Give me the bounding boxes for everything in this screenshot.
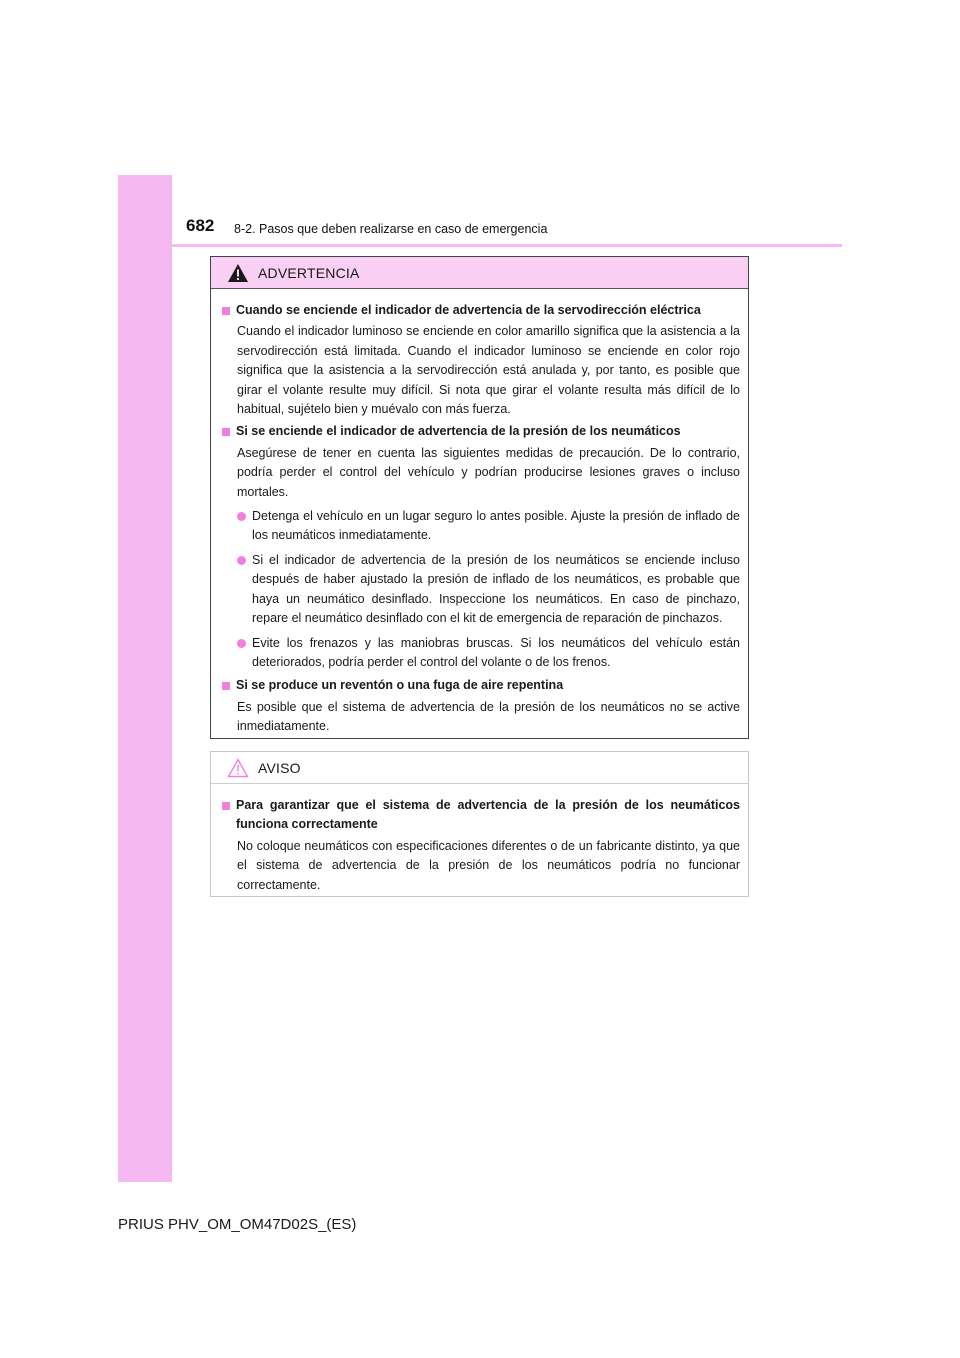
bullet-dot-icon (237, 512, 246, 521)
caution-box-header (211, 752, 748, 784)
square-marker-icon (222, 682, 230, 690)
warning-box-title: ADVERTENCIA (258, 264, 360, 281)
warning-section-text: Cuando el indicador luminoso se enciende en color amarillo significa que la asistencia a la servodirección está limitada. Cuando el indicador luminoso se enciende en color rojo significa que la asistencia a la servodirección está anulada y, por tanto, es posible que girar el volante resulte muy difícil. Si nota que girar el volante resulta más difícil de lo habitual, sujételo bien y muévalo con más fuerza. (237, 324, 740, 417)
document-id: PRIUS PHV_OM_OM47D02S_(ES) (118, 1216, 357, 1233)
warning-box (210, 256, 749, 739)
square-marker-icon (222, 307, 230, 315)
warning-section-text: Es posible que el sistema de advertencia de la presión de los neumáticos no se active inmediatamente. (237, 699, 740, 734)
warning-triangle-icon (227, 263, 249, 283)
header-rule (118, 244, 842, 247)
side-color-band (118, 175, 172, 1182)
caution-box-body (211, 784, 748, 895)
list-item: Detenga el vehículo en un lugar seguro lo antes posible. Ajuste la presión de inflado de los neumáticos inmediatamente. (237, 507, 740, 546)
bullet-dot-icon (237, 639, 246, 648)
caution-section-text: No coloque neumáticos con especificaciones diferentes o de un fabricante distinto, ya que el sistema de advertencia de la presión de los neumáticos podría no funcionar correctamente. (237, 838, 740, 892)
caution-section-heading: Para garantizar que el sistema de advertencia de la presión de los neumáticos funciona correctamente (221, 796, 740, 835)
square-marker-icon (222, 802, 230, 810)
list-item: Evite los frenazos y las maniobras bruscas. Si los neumáticos del vehículo están deteriorados, podría perder el control del volante o de los frenos. (237, 634, 740, 673)
bullet-dot-icon (237, 556, 246, 565)
warning-section-heading: Si se enciende el indicador de advertencia de la presión de los neumáticos (221, 422, 740, 441)
page-number: 682 (186, 216, 215, 235)
section-title: 8-2. Pasos que deben realizarse en caso de emergencia (234, 222, 548, 236)
square-marker-icon (222, 428, 230, 436)
warning-box-header (211, 257, 748, 289)
warning-section-heading: Si se produce un reventón o una fuga de aire repentina (221, 676, 740, 695)
list-item: Si el indicador de advertencia de la presión de los neumáticos se enciende incluso después de haber ajustado la presión de inflado de los neumáticos, es probable que haya un neumático desinflado. Inspeccione los neumáticos. En caso de pinchazo, repare el neumático desinflado con el kit de emergencia de reparación de pinchazos. (237, 551, 740, 629)
caution-box (210, 751, 749, 897)
warning-section-heading: Cuando se enciende el indicador de advertencia de la servodirección eléctrica (221, 301, 740, 320)
warning-box-body (211, 289, 748, 737)
caution-triangle-icon (227, 758, 249, 778)
warning-section-text: Asegúrese de tener en cuenta las siguientes medidas de precaución. De lo contrario, podría perder el control del vehículo y podrían producirse lesiones graves o incluso mortales. (237, 445, 740, 499)
caution-box-title: AVISO (258, 759, 301, 776)
